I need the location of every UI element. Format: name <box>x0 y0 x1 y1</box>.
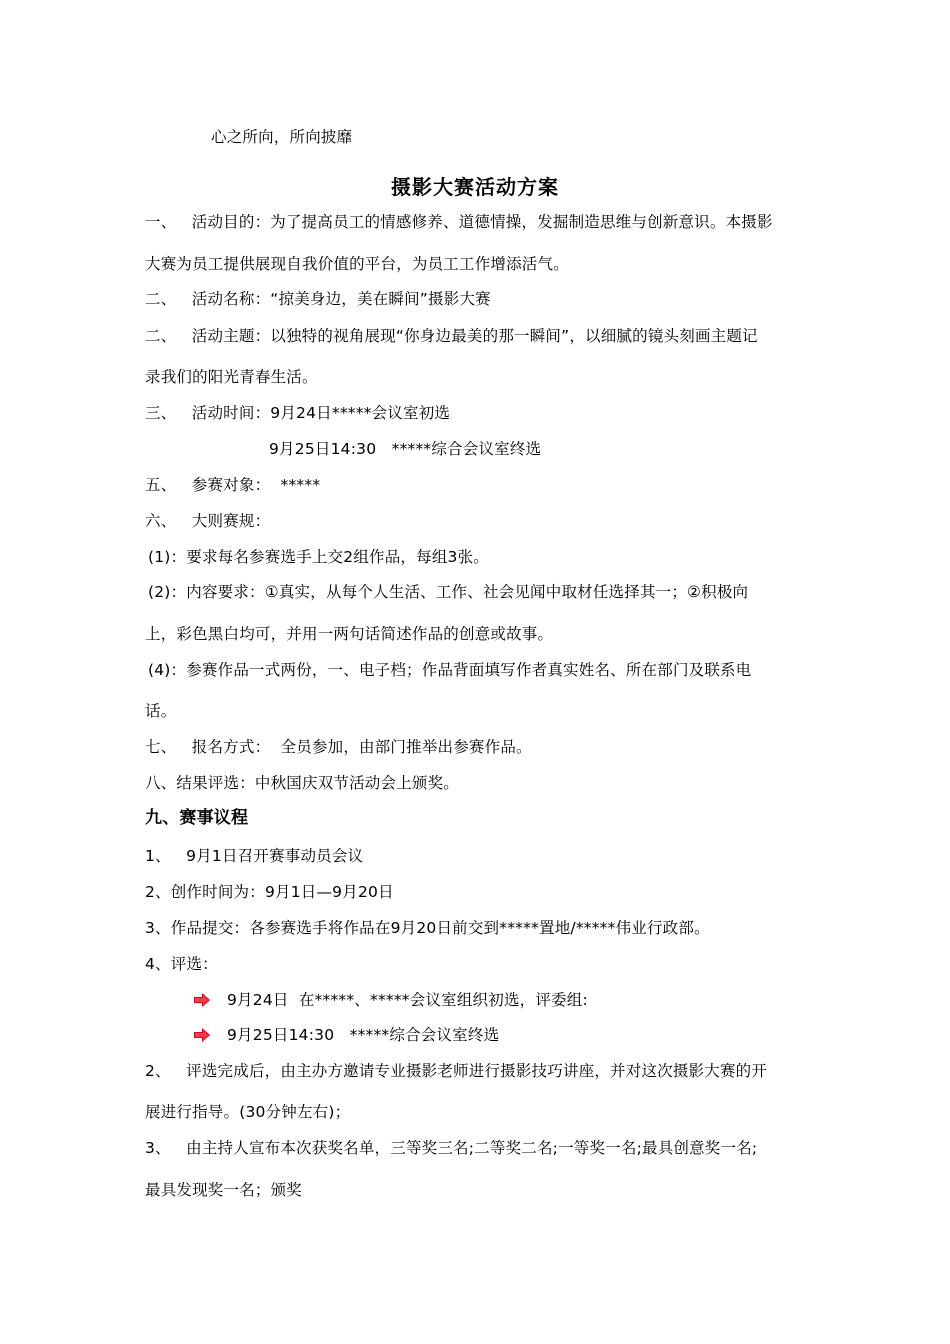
section-4-line-1: 三、 活动时间：9月24日*****会议室初选 <box>145 404 451 422</box>
agenda-item-4: 4、评选： <box>145 955 218 973</box>
section-1-line-1: 一、 活动目的：为了提高员工的情感修养、道德情操，发掘制造思维与创新意识。本摄影 <box>145 213 773 231</box>
agenda-item-3: 3、作品提交：各参赛选手将作品在9月20日前交到*****置地/*****伟业行政部。 <box>145 919 710 937</box>
section-8: 八、结果评选：中秋国庆双节活动会上颁奖。 <box>145 774 460 792</box>
section-5: 五、 参赛对象： ***** <box>145 476 321 494</box>
motto: 心之所向，所向披靡 <box>211 128 353 146</box>
closing-item-2-line-1: 2、 评选完成后，由主办方邀请专业摄影老师进行摄影技巧讲座，并对这次摄影大赛的开 <box>145 1062 768 1080</box>
red-arrow-icon <box>194 1028 210 1042</box>
rule-4-line-1: (4)：参赛作品一式两份，一、电子档；作品背面填写作者真实姓名、所在部门及联系电 <box>148 661 752 679</box>
section-3-line-1: 二、 活动主题：以独特的视角展现“你身边最美的那一瞬间”，以细腻的镜头刻画主题记 <box>145 327 758 345</box>
section-2: 二、 活动名称：“掠美身边，美在瞬间”摄影大赛 <box>145 290 491 308</box>
section-1-line-2: 大赛为员工提供展现自我价值的平台，为员工工作增添活气。 <box>145 255 569 273</box>
agenda-item-2: 2、创作时间为：9月1日—9月20日 <box>145 883 394 901</box>
rule-2-line-2: 上，彩色黑白均可，并用一两句话简述作品的创意或故事。 <box>145 625 554 643</box>
agenda-heading: 九、赛事议程 <box>145 808 249 828</box>
section-3-line-2: 录我们的阳光青春生活。 <box>145 368 318 386</box>
closing-item-3-line-2: 最具发现奖一名；颁奖 <box>145 1181 303 1199</box>
section-7: 七、 报名方式： 全员参加，由部门推举出参赛作品。 <box>145 738 532 756</box>
closing-item-2-line-2: 展进行指导。(30分钟左右)； <box>145 1103 351 1121</box>
agenda-sub-item-2: 9月25日14:30 *****综合会议室终选 <box>227 1026 500 1044</box>
red-arrow-icon <box>194 993 210 1007</box>
rule-2-line-1: (2)：内容要求：①真实，从每个人生活、工作、社会见闻中取材任选择其一；②积极向 <box>148 583 749 601</box>
section-4-line-2: 9月25日14:30 *****综合会议室终选 <box>269 440 542 458</box>
rule-4-line-2: 话。 <box>145 702 177 720</box>
rule-1: (1)：要求每名参赛选手上交2组作品，每组3张。 <box>148 548 489 566</box>
section-6: 六、 大则赛规： <box>145 512 271 530</box>
agenda-item-1: 1、 9月1日召开赛事动员会议 <box>145 847 364 865</box>
agenda-sub-item-1: 9月24日 在*****、*****会议室组织初选，评委组: <box>227 991 588 1009</box>
page-title: 摄影大赛活动方案 <box>391 175 559 199</box>
closing-item-3-line-1: 3、 由主持人宣布本次获奖名单，三等奖三名;二等奖二名;一等奖一名;最具创意奖一名; <box>145 1139 758 1157</box>
